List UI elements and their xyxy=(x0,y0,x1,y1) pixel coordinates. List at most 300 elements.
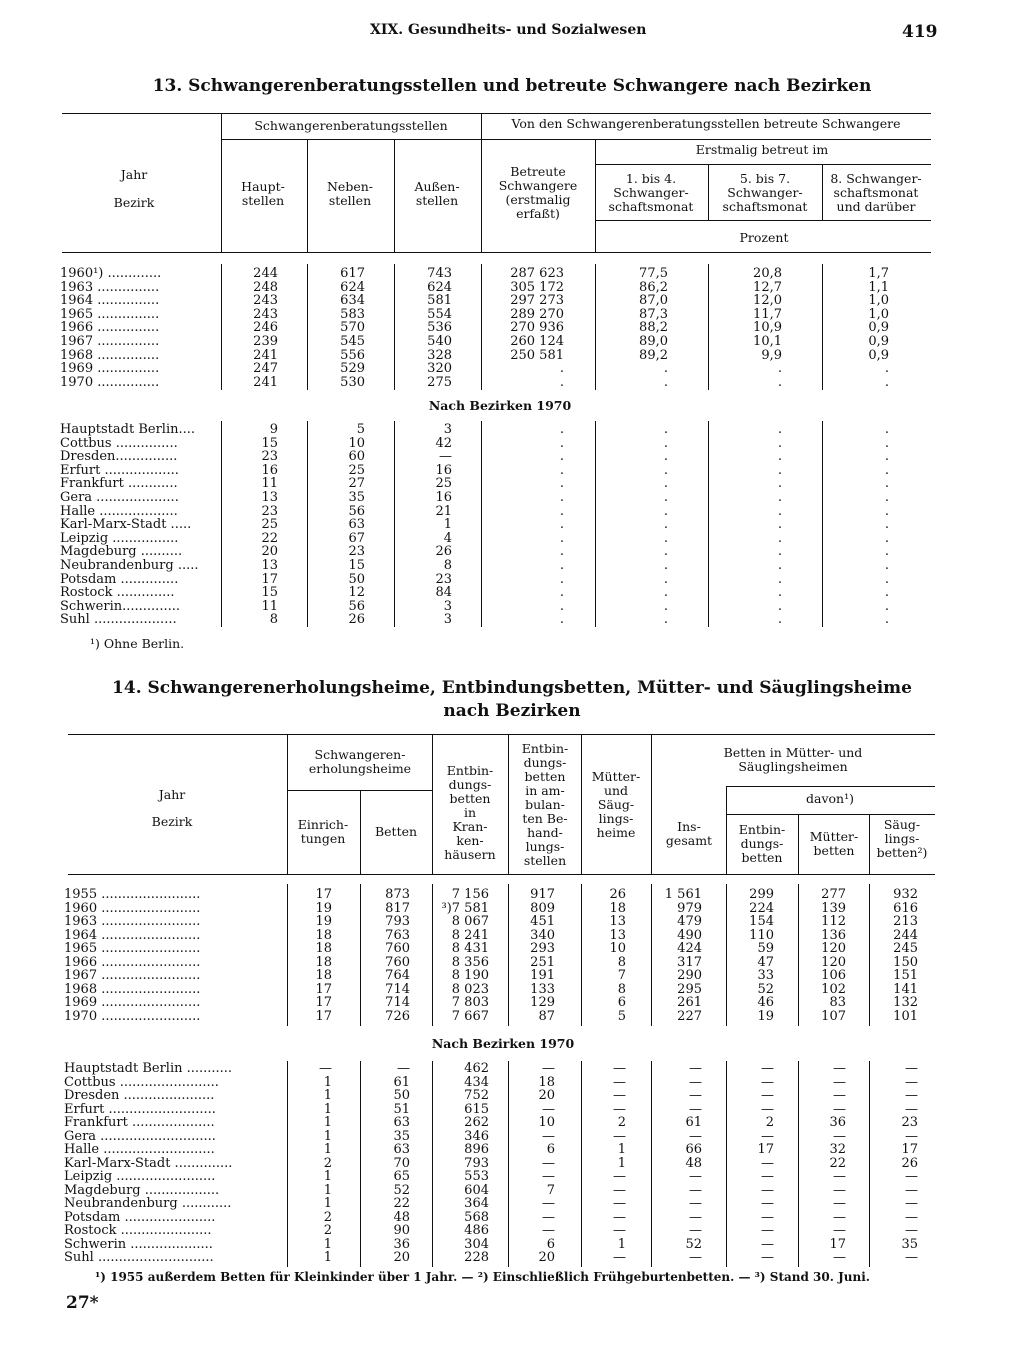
table14-title-line1: 14. Schwangerenerholungsheime, Entbindungsbetten, Mütter- und Säuglingsheime xyxy=(112,678,912,698)
table-cell: — xyxy=(542,1101,555,1117)
table-cell: — xyxy=(542,1209,555,1225)
table-cell: 7 156 xyxy=(451,887,489,902)
page-number: 419 xyxy=(902,22,938,42)
table-cell: — xyxy=(905,1196,918,1211)
table-cell: — xyxy=(833,1074,846,1090)
table-cell: 22 xyxy=(393,1196,410,1211)
table-cell: 760 xyxy=(385,954,410,970)
table-cell: . xyxy=(884,422,889,437)
table-cell: 536 xyxy=(427,320,452,336)
table-cell: . xyxy=(559,558,564,573)
t13-subgroup-erstmalig: Erstmalig betreut im xyxy=(695,142,829,157)
table-cell: — xyxy=(761,1061,774,1076)
table-cell: 1 xyxy=(323,1074,332,1090)
table-cell: . xyxy=(663,517,668,533)
row-label: 1968 ............... xyxy=(60,348,160,362)
table-cell: . xyxy=(777,462,782,478)
table-cell: . xyxy=(663,462,668,478)
table-cell: . xyxy=(663,558,668,573)
table-cell: 18 xyxy=(538,1074,555,1090)
table-cell: 3 xyxy=(443,598,452,614)
row-label: 1963 ........................ xyxy=(64,915,201,928)
table-cell: 19 xyxy=(315,900,332,916)
table-cell: 490 xyxy=(677,927,702,943)
table-cell: 932 xyxy=(893,887,918,902)
table-cell: 52 xyxy=(685,1236,702,1252)
table-cell: — xyxy=(905,1223,918,1238)
table-cell: . xyxy=(663,544,668,560)
table-cell: 17 xyxy=(315,1008,332,1024)
table-cell: . xyxy=(777,490,782,505)
table-cell: . xyxy=(663,490,668,505)
table-cell: 1,1 xyxy=(868,279,889,295)
table-cell: 714 xyxy=(385,981,410,997)
table-cell: 763 xyxy=(385,927,410,943)
table-cell: — xyxy=(613,1223,626,1238)
table-cell: 299 xyxy=(749,887,774,902)
table-cell: 3 xyxy=(443,422,452,437)
table-cell: 0,9 xyxy=(868,334,889,349)
t13-col-monat-8: 8. Schwanger- schaftsmonat und darüber xyxy=(830,171,922,214)
table-cell: . xyxy=(777,598,782,614)
table-cell: 87 xyxy=(538,1008,555,1024)
table-cell: 244 xyxy=(253,266,278,281)
table-cell: 434 xyxy=(464,1074,489,1090)
table-cell: 18 xyxy=(609,900,626,916)
table-cell: 809 xyxy=(530,900,555,916)
table-cell: 328 xyxy=(427,347,452,363)
table-cell: 20 xyxy=(538,1088,555,1103)
table-cell: 244 xyxy=(893,927,918,943)
table-cell: 979 xyxy=(677,900,702,916)
table-cell: 110 xyxy=(749,927,774,943)
table-cell: — xyxy=(833,1223,846,1238)
table-cell: 13 xyxy=(609,914,626,929)
table-cell: 17 xyxy=(901,1142,918,1157)
table-cell: 120 xyxy=(821,954,846,970)
table-cell: — xyxy=(833,1088,846,1103)
table-cell: 16 xyxy=(435,462,452,478)
row-label: Potsdam .............. xyxy=(60,572,179,586)
table-cell: 26 xyxy=(609,887,626,902)
table-cell: 6 xyxy=(546,1142,555,1157)
table-cell: 101 xyxy=(893,1008,918,1024)
table-cell: 18 xyxy=(315,927,332,943)
table-cell: 293 xyxy=(530,941,555,956)
table-cell: 247 xyxy=(253,361,278,377)
table-cell: 18 xyxy=(315,941,332,956)
table-cell: ³)7 581 xyxy=(441,900,489,916)
table-cell: . xyxy=(663,503,668,519)
table-cell: . xyxy=(884,435,889,451)
t14-col-saeuglingsbetten: Säug- lings- betten²) xyxy=(876,817,928,860)
table-cell: . xyxy=(663,361,668,377)
table-cell: 13 xyxy=(261,558,278,573)
row-label: Erfurt .................. xyxy=(60,463,179,477)
table-cell: . xyxy=(777,530,782,546)
table-cell: 17 xyxy=(261,571,278,587)
table-cell: 8 xyxy=(443,558,452,573)
table-cell: 67 xyxy=(348,530,365,546)
row-label: 1963 ............... xyxy=(60,280,160,294)
table-cell: — xyxy=(542,1223,555,1238)
table-cell: . xyxy=(884,449,889,465)
table-cell: — xyxy=(542,1169,555,1184)
table-cell: 424 xyxy=(677,941,702,956)
table-cell: 10,9 xyxy=(753,320,782,336)
table-cell: — xyxy=(761,1155,774,1171)
table-cell: . xyxy=(559,530,564,546)
table-cell: 11 xyxy=(261,598,278,614)
row-label: Neubrandenburg ..... xyxy=(60,559,199,572)
table-cell: 106 xyxy=(821,968,846,983)
table-cell: 540 xyxy=(427,334,452,349)
table-cell: 20 xyxy=(538,1250,555,1265)
t13-col-hauptstellen: Haupt- stellen xyxy=(241,179,285,208)
table-cell: 27 xyxy=(348,476,365,492)
table-cell: . xyxy=(663,374,668,390)
table-cell: 11 xyxy=(261,476,278,492)
table-cell: 1 xyxy=(617,1236,626,1252)
table-cell: 545 xyxy=(340,334,365,349)
table-cell: 63 xyxy=(393,1115,410,1130)
table-cell: 0,9 xyxy=(868,347,889,363)
row-label: Potsdam ...................... xyxy=(64,1210,216,1224)
table-cell: — xyxy=(689,1101,702,1117)
table-cell: — xyxy=(833,1196,846,1211)
table-cell: 112 xyxy=(821,914,846,929)
table-cell: 583 xyxy=(340,306,365,322)
t13-group-betreute: Von den Schwangerenberatungsstellen betreute Schwangere xyxy=(511,116,901,131)
table-cell: 1 xyxy=(323,1182,332,1198)
table-cell: . xyxy=(559,476,564,492)
table-cell: — xyxy=(833,1128,846,1144)
table-cell: 270 936 xyxy=(510,320,564,336)
table-cell: . xyxy=(559,422,564,437)
t14-stub-head-jahr: Jahr xyxy=(158,787,186,802)
table-cell: 4 xyxy=(443,530,452,546)
table-cell: . xyxy=(884,530,889,546)
table-cell: 1 xyxy=(323,1128,332,1144)
table-cell: 52 xyxy=(393,1182,410,1198)
t13-footnote: ¹) Ohne Berlin. xyxy=(90,636,185,651)
table-cell: 25 xyxy=(348,462,365,478)
table-cell: 346 xyxy=(464,1128,489,1144)
table-cell: 7 xyxy=(546,1182,555,1198)
table-cell: 553 xyxy=(464,1169,489,1184)
table-cell: . xyxy=(777,422,782,437)
table-cell: 23 xyxy=(261,449,278,465)
table-cell: 248 xyxy=(253,279,278,295)
table-cell: . xyxy=(559,503,564,519)
table-cell: — xyxy=(761,1128,774,1144)
table-cell: . xyxy=(559,517,564,533)
table-cell: 320 xyxy=(427,361,452,377)
row-label: Cottbus ........................ xyxy=(64,1075,219,1089)
table-cell: 87,3 xyxy=(639,306,668,322)
table-cell: — xyxy=(761,1182,774,1198)
table-cell: . xyxy=(884,571,889,587)
row-label: Karl-Marx-Stadt .............. xyxy=(64,1156,233,1170)
row-label: 1965 ............... xyxy=(60,307,160,321)
t14-stub-head-bezirk: Bezirk xyxy=(151,814,193,829)
table-cell: 17 xyxy=(315,887,332,902)
table-cell: 243 xyxy=(253,306,278,322)
table-cell: 275 xyxy=(427,374,452,390)
row-label: 1966 ........................ xyxy=(64,955,201,969)
table-cell: — xyxy=(905,1182,918,1198)
row-label: 1964 ............... xyxy=(60,294,160,308)
table-cell: 290 xyxy=(677,968,702,983)
table-cell: 743 xyxy=(427,266,452,281)
t13-col-monat-1-4: 1. bis 4. Schwanger- schaftsmonat xyxy=(608,171,694,214)
table-cell: 261 xyxy=(677,995,702,1010)
table14-title-line2: nach Bezirken xyxy=(443,701,581,721)
table-cell: — xyxy=(761,1074,774,1090)
table-cell: . xyxy=(884,544,889,560)
table-cell: 9,9 xyxy=(761,347,782,363)
row-label: Magdeburg .......... xyxy=(60,545,183,559)
table-cell: 556 xyxy=(340,347,365,363)
table-cell: 1,0 xyxy=(868,293,889,309)
table-cell: 10 xyxy=(348,435,365,451)
table-cell: 2 xyxy=(323,1223,332,1238)
table-cell: — xyxy=(613,1128,626,1144)
table-cell: 262 xyxy=(464,1115,489,1130)
table-cell: 61 xyxy=(393,1074,410,1090)
table-cell: 20 xyxy=(393,1250,410,1265)
table-cell: — xyxy=(613,1182,626,1198)
table-cell: . xyxy=(559,544,564,560)
table-cell: 251 xyxy=(530,954,555,970)
table-cell: 5 xyxy=(617,1008,626,1024)
table-cell: 33 xyxy=(757,968,774,983)
table-cell: 52 xyxy=(757,981,774,997)
table-cell: 287 623 xyxy=(510,266,564,281)
table-cell: 35 xyxy=(901,1236,918,1252)
table-cell: 151 xyxy=(893,968,918,983)
table-cell: . xyxy=(777,503,782,519)
table-cell: . xyxy=(663,530,668,546)
row-label: Erfurt .......................... xyxy=(64,1102,216,1116)
table-cell: . xyxy=(559,361,564,377)
table-cell: 15 xyxy=(261,585,278,601)
row-label: 1965 ........................ xyxy=(64,942,201,955)
table-cell: 70 xyxy=(393,1155,410,1171)
table-cell: . xyxy=(777,374,782,390)
table-cell: 1 xyxy=(323,1142,332,1157)
table-cell: . xyxy=(777,612,782,628)
table-cell: 554 xyxy=(427,306,452,322)
row-label: 1967 ........................ xyxy=(64,969,201,982)
table-cell: 87,0 xyxy=(639,293,668,309)
table-cell: 896 xyxy=(464,1142,489,1157)
table-cell: 23 xyxy=(901,1115,918,1130)
table-cell: 726 xyxy=(385,1008,410,1024)
table-cell: . xyxy=(559,462,564,478)
table-cell: — xyxy=(761,1223,774,1238)
t13-col-aussenstellen: Außen- stellen xyxy=(414,179,460,208)
table-cell: 133 xyxy=(530,981,555,997)
table-cell: 224 xyxy=(749,900,774,916)
table-cell: 7 803 xyxy=(451,995,489,1010)
table-cell: 1,7 xyxy=(868,266,889,281)
row-label: 1970 ............... xyxy=(60,375,160,389)
table-cell: 32 xyxy=(829,1142,846,1157)
t14-group-betten-mutter: Betten in Mütter- und Säuglingsheimen xyxy=(723,745,863,774)
table-cell: 8 356 xyxy=(451,954,489,970)
table-cell: 19 xyxy=(315,914,332,929)
table-cell: . xyxy=(884,490,889,505)
table-cell: . xyxy=(663,449,668,465)
table-cell: 8 067 xyxy=(451,914,489,929)
table-cell: 1,0 xyxy=(868,306,889,322)
table-cell: 107 xyxy=(821,1008,846,1024)
row-label: Suhl ............................ xyxy=(64,1251,214,1264)
table-cell: 8 023 xyxy=(451,981,489,997)
table-cell: 581 xyxy=(427,293,452,309)
table-cell: 245 xyxy=(893,941,918,956)
table-cell: 16 xyxy=(261,462,278,478)
table-cell: . xyxy=(777,585,782,601)
table-cell: 462 xyxy=(464,1061,489,1076)
table-cell: 239 xyxy=(253,334,278,349)
table-cell: 1 xyxy=(323,1169,332,1184)
table-cell: — xyxy=(397,1061,410,1076)
table-cell: — xyxy=(542,1155,555,1171)
table-cell: 304 xyxy=(464,1236,489,1252)
table-cell: — xyxy=(689,1182,702,1198)
table-cell: 297 273 xyxy=(510,293,564,309)
table-cell: 63 xyxy=(393,1142,410,1157)
t13-col-monat-5-7: 5. bis 7. Schwanger- schaftsmonat xyxy=(722,171,808,214)
table-cell: . xyxy=(663,571,668,587)
t14-col-mutterbetten: Mütter- betten xyxy=(809,829,859,858)
table-cell: 3 xyxy=(443,612,452,628)
table-cell: 59 xyxy=(757,941,774,956)
table-cell: 1 xyxy=(323,1101,332,1117)
table-cell: — xyxy=(905,1101,918,1117)
table-cell: — xyxy=(833,1182,846,1198)
table-cell: — xyxy=(613,1101,626,1117)
table-cell: 16 xyxy=(435,490,452,505)
table-cell: — xyxy=(613,1088,626,1103)
table-cell: 10,1 xyxy=(753,334,782,349)
row-label: Dresden ...................... xyxy=(64,1089,215,1102)
table-cell: . xyxy=(559,374,564,390)
table-cell: 241 xyxy=(253,347,278,363)
row-label: 1960¹) ............. xyxy=(60,267,162,280)
table-cell: 8 xyxy=(617,954,626,970)
table-cell: 61 xyxy=(685,1115,702,1130)
table-cell: 295 xyxy=(677,981,702,997)
table-cell: 66 xyxy=(685,1142,702,1157)
table-cell: — xyxy=(761,1101,774,1117)
table-cell: 7 xyxy=(617,968,626,983)
t13-col-betreute: Betreute Schwangere (erstmalig erfaßt) xyxy=(498,164,578,221)
table-cell: 530 xyxy=(340,374,365,390)
table-cell: 25 xyxy=(261,517,278,533)
table-cell: — xyxy=(833,1209,846,1225)
table-cell: 120 xyxy=(821,941,846,956)
table-cell: . xyxy=(884,476,889,492)
table-cell: — xyxy=(439,449,452,465)
table-cell: 289 270 xyxy=(510,306,564,322)
table-cell: 139 xyxy=(821,900,846,916)
row-label: Hauptstadt Berlin ........... xyxy=(64,1062,233,1075)
table-cell: 36 xyxy=(393,1236,410,1252)
table-cell: 84 xyxy=(435,585,452,601)
table-cell: 83 xyxy=(829,995,846,1010)
table-cell: 213 xyxy=(893,914,918,929)
table-cell: — xyxy=(689,1209,702,1225)
table-cell: — xyxy=(689,1223,702,1238)
t13-stub-head-jahr: Jahr xyxy=(120,167,148,182)
table-cell: 0,9 xyxy=(868,320,889,336)
row-label: 1969 ............... xyxy=(60,362,160,376)
table-cell: — xyxy=(761,1196,774,1211)
row-label: 1966 ............... xyxy=(60,321,160,335)
table-cell: . xyxy=(884,585,889,601)
table-cell: — xyxy=(905,1074,918,1090)
table-cell: 20 xyxy=(261,544,278,560)
table-cell: 12,7 xyxy=(753,279,782,295)
table-cell: 1 xyxy=(617,1142,626,1157)
row-label: Leipzig ........................ xyxy=(64,1170,216,1183)
table-cell: 19 xyxy=(757,1008,774,1024)
table-cell: 793 xyxy=(464,1155,489,1171)
table-cell: — xyxy=(761,1088,774,1103)
t14-col-ambulant: Entbin- dungs- betten in am- bulan- ten Be- hand- lungs- stellen xyxy=(521,741,569,868)
table-cell: . xyxy=(559,571,564,587)
table-cell: 86,2 xyxy=(639,279,668,295)
table-cell: 88,2 xyxy=(639,320,668,336)
table-cell: 568 xyxy=(464,1209,489,1225)
table-cell: — xyxy=(905,1250,918,1265)
table-cell: — xyxy=(613,1250,626,1265)
row-label: Halle ........................... xyxy=(64,1143,215,1156)
row-label: Suhl .................... xyxy=(60,613,177,627)
row-label: 1968 ........................ xyxy=(64,982,201,996)
row-label: 1960 ........................ xyxy=(64,901,201,915)
table-cell: 1 xyxy=(323,1088,332,1103)
row-label: Rostock ...................... xyxy=(64,1224,212,1237)
table-cell: 56 xyxy=(348,503,365,519)
table-cell: 10 xyxy=(609,941,626,956)
table-cell: 260 124 xyxy=(510,334,564,349)
table-cell: 241 xyxy=(253,374,278,390)
table-cell: 50 xyxy=(348,571,365,587)
table-cell: . xyxy=(884,462,889,478)
table-cell: 20,8 xyxy=(753,266,782,281)
running-head: XIX. Gesundheits- und Sozialwesen xyxy=(370,22,647,38)
t13-col-nebenstellen: Neben- stellen xyxy=(326,179,374,208)
row-label: Neubrandenburg ............ xyxy=(64,1197,232,1210)
table-cell: 793 xyxy=(385,914,410,929)
table-cell: 56 xyxy=(348,598,365,614)
table-cell: 150 xyxy=(893,954,918,970)
table-cell: — xyxy=(613,1209,626,1225)
table-cell: — xyxy=(761,1169,774,1184)
table-cell: . xyxy=(777,435,782,451)
table-cell: 243 xyxy=(253,293,278,309)
table-cell: 2 xyxy=(765,1115,774,1130)
table-cell: — xyxy=(905,1209,918,1225)
table-cell: 624 xyxy=(427,279,452,295)
table-cell: — xyxy=(319,1061,332,1076)
table-cell: 760 xyxy=(385,941,410,956)
table-cell: 817 xyxy=(385,900,410,916)
